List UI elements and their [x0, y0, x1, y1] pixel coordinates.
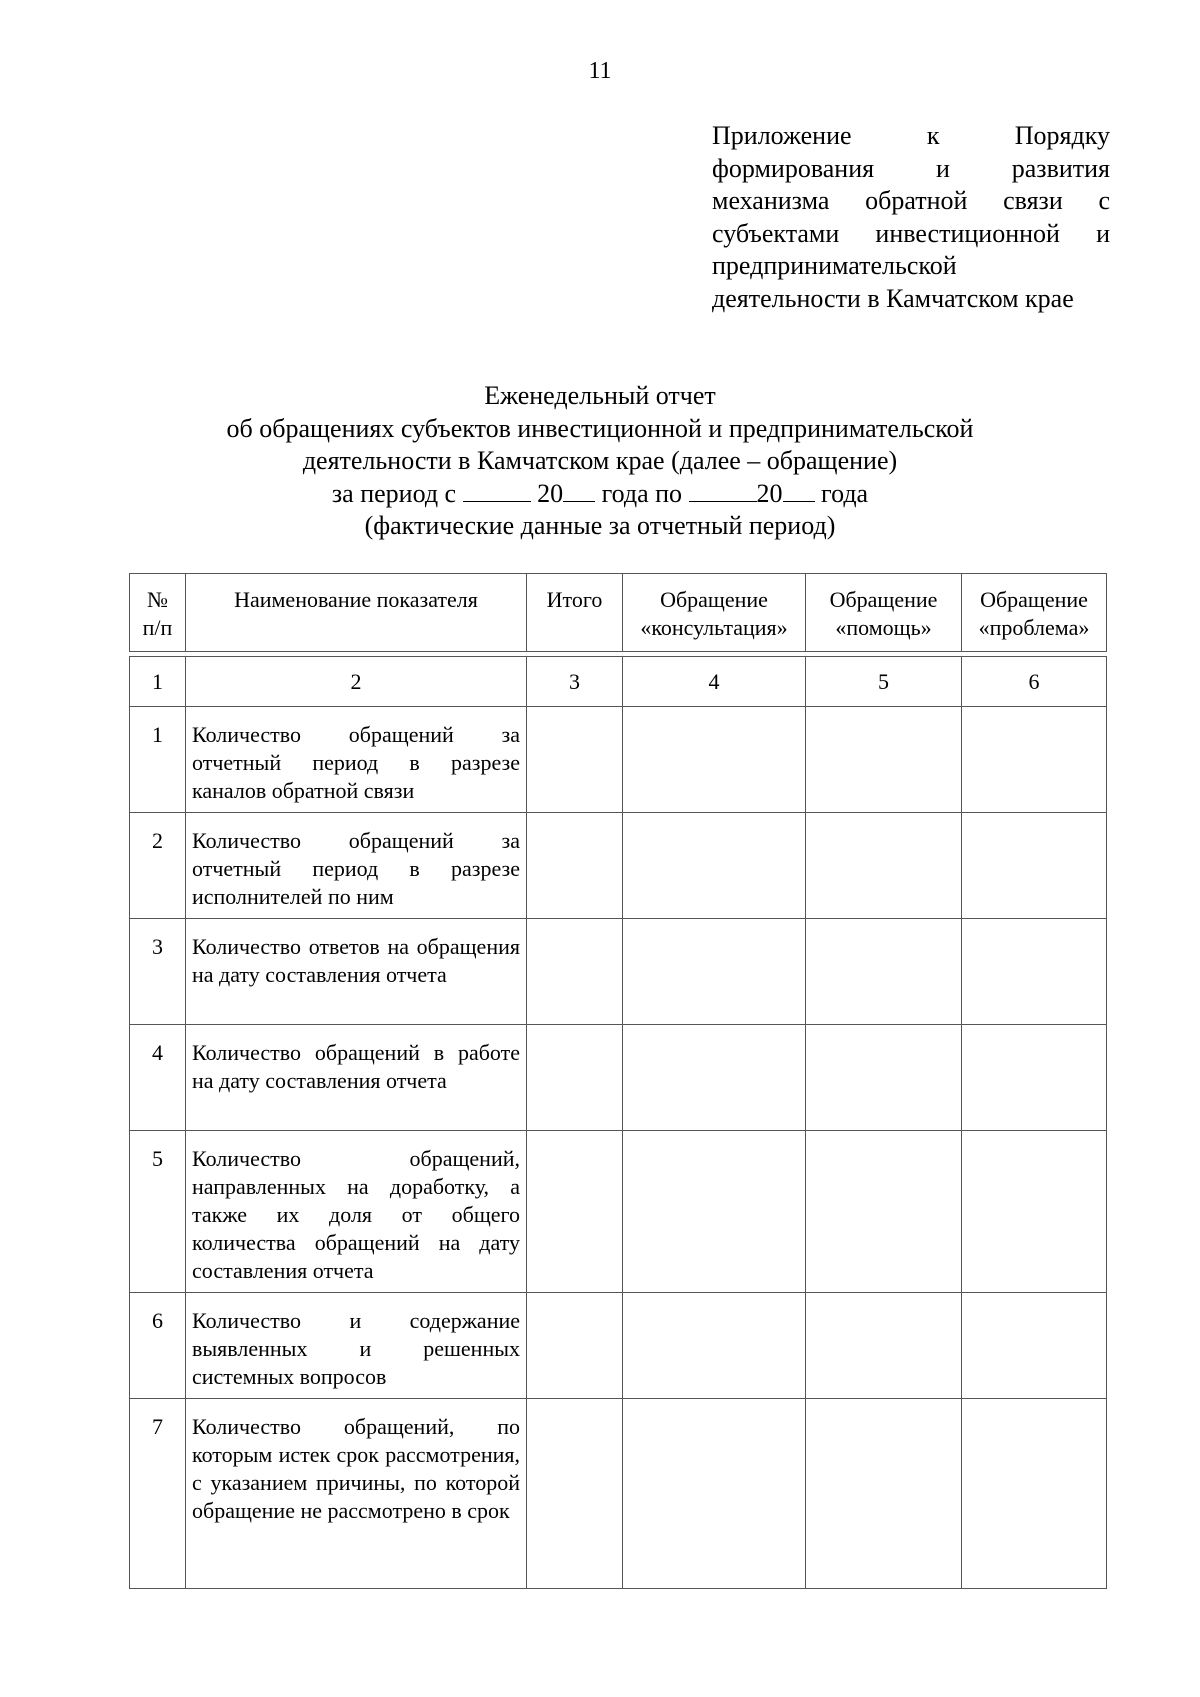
- cell-problem[interactable]: [962, 1293, 1107, 1399]
- header-num-line: №: [147, 587, 168, 612]
- cell-help[interactable]: [806, 1399, 962, 1589]
- cell-help[interactable]: [806, 813, 962, 919]
- cell-help[interactable]: [806, 1131, 962, 1293]
- period-year-1: 20: [537, 478, 564, 508]
- indicator-name: Количество обращений за отчетный период в разрезе каналов обратной связи: [186, 707, 527, 813]
- report-title: [0, 380, 1200, 543]
- indicator-name: Количество обращений в работе на дату составления отчета: [186, 1025, 527, 1131]
- column-number: 3: [527, 657, 623, 707]
- year-blank-end: [783, 479, 815, 502]
- header-name: [186, 574, 527, 652]
- column-number: 2: [186, 657, 527, 707]
- header-consultation-line: Обращение: [660, 587, 768, 612]
- cell-problem[interactable]: [962, 813, 1107, 919]
- appendix-line: деятельности в Камчатском крае: [712, 283, 1074, 313]
- table-row: [130, 1399, 1107, 1589]
- appendix-note: [712, 120, 1110, 315]
- date-blank-start: [463, 479, 531, 502]
- header-num: [130, 574, 186, 652]
- header-help-line: Обращение: [829, 587, 938, 612]
- table-row: [130, 1131, 1107, 1293]
- appendix-line: субъектами инвестиционной и: [712, 218, 1110, 248]
- report-title-line: Еженедельный отчет: [484, 381, 716, 410]
- cell-consultation[interactable]: [623, 1025, 806, 1131]
- table-row: [130, 813, 1107, 919]
- indicator-name: Количество и содержание выявленных и решенных системных вопросов: [186, 1293, 527, 1399]
- table-row: [130, 1025, 1107, 1131]
- cell-problem[interactable]: [962, 1399, 1107, 1589]
- cell-total[interactable]: [527, 919, 623, 1025]
- cell-help[interactable]: [806, 919, 962, 1025]
- cell-total[interactable]: [527, 707, 623, 813]
- cell-problem[interactable]: [962, 919, 1107, 1025]
- report-period-line: [0, 478, 1200, 511]
- cell-total[interactable]: [527, 1293, 623, 1399]
- header-name-label: Наименование показателя: [234, 587, 478, 612]
- cell-total[interactable]: [527, 1131, 623, 1293]
- indicator-name: Количество ответов на обращения на дату составления отчета: [186, 919, 527, 1025]
- period-suffix: года: [821, 478, 869, 508]
- cell-consultation[interactable]: [623, 1399, 806, 1589]
- period-prefix: за период с: [331, 478, 457, 508]
- period-mid: года по: [601, 478, 683, 508]
- header-num-line: п/п: [142, 615, 173, 640]
- row-number: 1: [130, 707, 186, 813]
- row-number: 4: [130, 1025, 186, 1131]
- column-number: 4: [623, 657, 806, 707]
- cell-help[interactable]: [806, 1025, 962, 1131]
- cell-consultation[interactable]: [623, 707, 806, 813]
- period-year-2: 20: [756, 478, 783, 508]
- column-number: 6: [962, 657, 1107, 707]
- column-number: 1: [130, 657, 186, 707]
- header-help-line: «помощь»: [835, 615, 932, 640]
- indicator-name: Количество обращений за отчетный период в разрезе исполнителей по ним: [186, 813, 527, 919]
- cell-problem[interactable]: [962, 1131, 1107, 1293]
- report-table-header: [129, 573, 1107, 652]
- cell-help[interactable]: [806, 1293, 962, 1399]
- cell-problem[interactable]: [962, 1025, 1107, 1131]
- appendix-line: Приложение к Порядку: [712, 121, 1110, 150]
- row-number: 7: [130, 1399, 186, 1589]
- cell-help[interactable]: [806, 707, 962, 813]
- header-problem-line: «проблема»: [978, 615, 1090, 640]
- table-row: [130, 707, 1107, 813]
- cell-total[interactable]: [527, 813, 623, 919]
- cell-consultation[interactable]: [623, 813, 806, 919]
- appendix-line: формирования и развития: [712, 153, 1110, 183]
- row-number: 6: [130, 1293, 186, 1399]
- page-number: 11: [588, 58, 612, 84]
- report-title-line: деятельности в Камчатском крае (далее – обращение): [302, 446, 898, 475]
- header-row: [130, 574, 1107, 652]
- row-number: 2: [130, 813, 186, 919]
- date-blank-end: [689, 479, 757, 502]
- row-number: 5: [130, 1131, 186, 1293]
- report-title-line: (фактические данные за отчетный период): [364, 511, 836, 540]
- header-help: [806, 574, 962, 652]
- table-row: [130, 1293, 1107, 1399]
- header-consultation: [623, 574, 806, 652]
- header-consultation-line: «консультация»: [640, 615, 788, 640]
- report-title-line: об обращениях субъектов инвестиционной и предпринимательской: [226, 413, 974, 443]
- column-number-row: [130, 657, 1107, 707]
- cell-total[interactable]: [527, 1399, 623, 1589]
- table-row: [130, 919, 1107, 1025]
- cell-consultation[interactable]: [623, 1131, 806, 1293]
- row-number: 3: [130, 919, 186, 1025]
- indicator-name: Количество обращений, по которым истек срок рассмотрения, с указанием причины, по которой обращение не рассмотрено в срок: [186, 1399, 527, 1589]
- appendix-line: механизма обратной связи с: [712, 186, 1110, 215]
- column-number: 5: [806, 657, 962, 707]
- header-problem-line: Обращение: [980, 587, 1088, 612]
- header-total-label: Итого: [546, 587, 603, 612]
- header-total: [527, 574, 623, 652]
- cell-consultation[interactable]: [623, 1293, 806, 1399]
- cell-total[interactable]: [527, 1025, 623, 1131]
- cell-problem[interactable]: [962, 707, 1107, 813]
- cell-consultation[interactable]: [623, 919, 806, 1025]
- appendix-line: предпринимательской: [712, 251, 957, 280]
- header-problem: [962, 574, 1107, 652]
- report-table-body: [129, 656, 1107, 1589]
- year-blank-start: [563, 479, 595, 502]
- indicator-name: Количество обращений, направленных на доработку, а также их доля от общего количества обращений на дату составления отчета: [186, 1131, 527, 1293]
